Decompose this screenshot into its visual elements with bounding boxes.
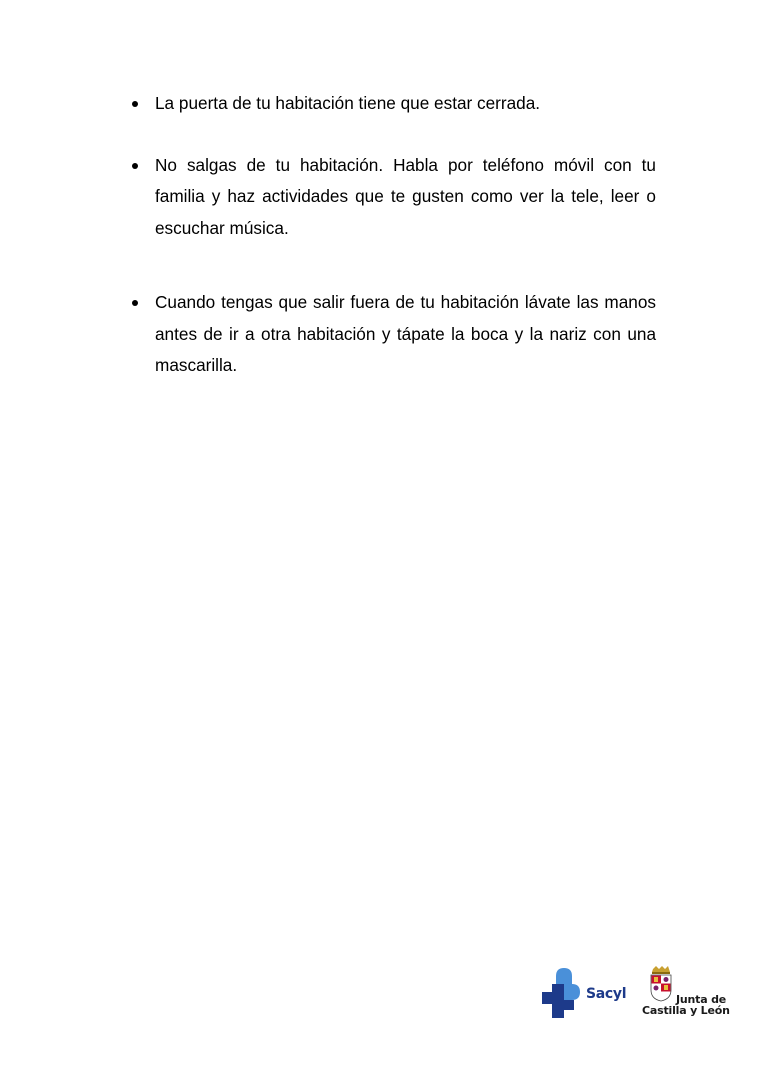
- sacyl-logo-text: Sacyl: [586, 986, 627, 1002]
- list-item: [130, 88, 656, 120]
- list-item-text: No salgas de tu habitación. Habla por teléfono móvil con tu familia y haz actividades que te gusten como ver la tele, leer o escuchar música.: [155, 154, 656, 238]
- list-item-text: Cuando tengas que salir fuera de tu habitación lávate las manos antes de ir a otra habitación y tápate la boca y la nariz con una mascarilla.: [155, 292, 656, 375]
- list-item: [130, 150, 656, 245]
- bullet-icon: [132, 163, 138, 169]
- junta-logo-line2: Castilla y León: [642, 1004, 730, 1017]
- list-item: [130, 287, 656, 382]
- sacyl-logo: [540, 966, 636, 1022]
- bullet-icon: [132, 101, 138, 107]
- footer-logos: [540, 966, 730, 1022]
- junta-castilla-leon-logo: [640, 966, 730, 1022]
- junta-logo-line1: Junta de: [676, 993, 727, 1006]
- instructions-list: [130, 88, 656, 382]
- bullet-icon: [132, 300, 138, 306]
- list-item-text: La puerta de tu habitación tiene que estar cerrada.: [155, 93, 541, 113]
- coat-of-arms-icon: [644, 966, 678, 1002]
